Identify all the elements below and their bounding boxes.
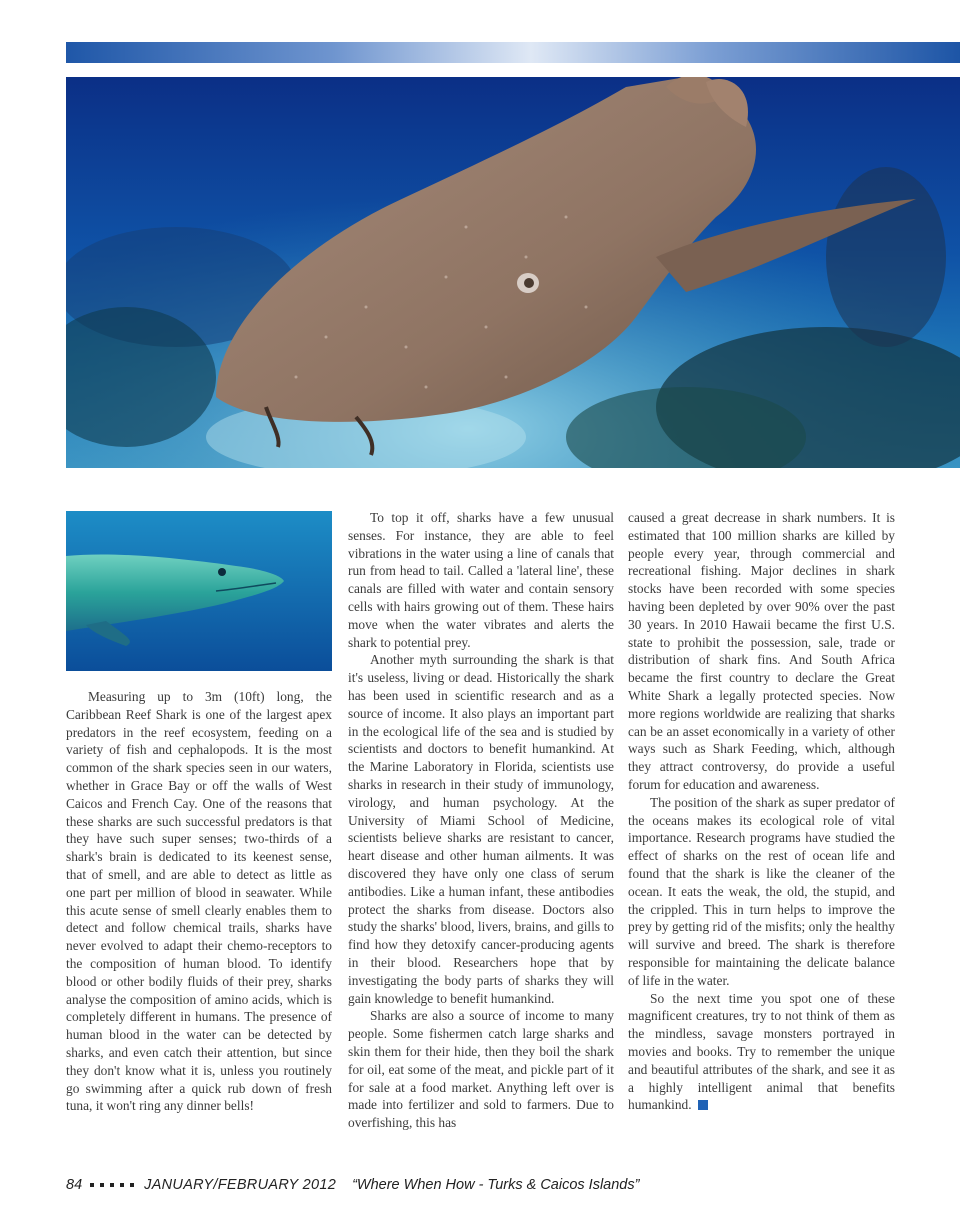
page-footer	[66, 1174, 639, 1196]
article-paragraph: Sharks are also a source of income to many people. Some fishermen catch large sharks and skin them for their hide, then they boil the shark for oil, eat some of the meat, and pickle part of it for sale at a food market. Anything left over is made into fertilizer and sold to farmers. Due to overfishing, this has	[348, 1008, 614, 1131]
caribbean-reef-shark-photo	[66, 511, 332, 671]
issue-date: JANUARY/FEBRUARY 2012	[144, 1177, 337, 1193]
article-column-2	[348, 509, 614, 1132]
separator-dot	[120, 1183, 124, 1187]
article-column-3	[628, 509, 895, 1114]
article-column-1	[66, 688, 332, 1115]
footer-separator-dots	[90, 1183, 134, 1187]
article-paragraph-continued: caused a great decrease in shark numbers. It is estimated that 100 million sharks are killed by people every year, through commercial and recreational fishing. Major declines in shark stocks have been recorded with some species having been depleted by over 90% over the past 30 years. In 2010 Hawaii became the first U.S. state to prohibit the possession, sale, trade or distribution of shark fins. And South Africa became the first country to declare the Great White Shark a legally protected species. Now more regions worldwide are realizing that sharks can be an asset economically in a variety of other ways such as Shark Feeding, which, although they attract controversy, do provide a useful forum for education and awareness.	[628, 510, 895, 792]
article-paragraph: Another myth surrounding the shark is that it's useless, living or dead. Historically the shark has been used in scientific research and as a source of income. It also plays an important part in the ecological life of the sea and is studied by scientists and doctors to benefit humankind. At the Marine Laboratory in Florida, scientists use sharks in research in their study of immunology, virology, and human psychology. At the University of Miami School of Medicine, scientists believe sharks are resistant to cancer, heart disease and other human ailments. It was discovered they have only one class of serum antibodies. Like a human infant, these antibodies protect the sharks from disease. Doctors also study the sharks' blood, livers, brains, and gills to find how they detoxify cancer-producing agents in their blood. Researchers hope that by investigating the body parts of sharks they will gain knowledge to benefit humankind.	[348, 652, 614, 1006]
separator-dot	[130, 1183, 134, 1187]
header-accent-bar	[66, 42, 960, 63]
separator-dot	[90, 1183, 94, 1187]
article-paragraph: Measuring up to 3m (10ft) long, the Caribbean Reef Shark is one of the largest apex predators in the reef ecosystem, feeding on a variety of fish and cephalopods. It is the most common of the shark species seen in our waters, whether in Grace Bay or off the walls of West Caicos and French Cay. One of the reasons that these sharks are such successful predators is that they have such super senses; two-thirds of a shark's brain is dedicated to its keenest sense, that of smell, and are able to detect as little as one part per million of blood in seawater. While this acute sense of smell clearly enables them to detect and follow chemical trails, sharks have never evolved to adapt their chemo-receptors to the composition of human blood. To identify blood or other bodily fluids of their prey, sharks analyse the composition of amino acids, which is completely different in humans. The presence of human blood in the water can be detected by sharks, and even catch their attention, but since they don't know what it is, unless you routinely go swimming after a quick rub down of fresh tuna, it won't ring any dinner bells!	[66, 689, 332, 1114]
article-paragraph: To top it off, sharks have a few unusual senses. For instance, they are able to feel vibrations in the water using a line of canals that run from head to tail. Called a 'lateral line', these canals are filled with water and contain sensory cells with hairs growing out of them. These hairs move when the water vibrates and alerts the shark to potential prey.	[348, 510, 614, 650]
end-of-article-icon	[698, 1100, 708, 1110]
nurse-shark-photo	[66, 77, 960, 468]
article-paragraph-final	[628, 990, 895, 1115]
separator-dot	[110, 1183, 114, 1187]
article-paragraph: The position of the shark as super predator of the oceans makes its ecological role of vital importance. Research programs have studied the effect of sharks on the rest of ocean life and found that the shark is like the cleaner of the ocean. It eats the weak, the old, the stupid, and the crippled. This in turn helps to improve the prey by getting rid of the misfits; only the healthy will survive and breed. The shark is therefore responsible for maintaining the delicate balance of life in the water.	[628, 794, 895, 988]
page-number: 84	[66, 1177, 83, 1193]
reef-shark-illustration	[66, 511, 332, 671]
nurse-shark-illustration	[66, 77, 960, 468]
article-paragraph-text: So the next time you spot one of these magnificent creatures, try to not think of them as the mindless, savage monsters portrayed in movies and books. Try to remember the unique and beautiful attributes of the shark, and see it as a highly intelligent animal that benefits humankind.	[628, 990, 895, 1113]
separator-dot	[100, 1183, 104, 1187]
magazine-title: “Where When How - Turks & Caicos Islands”	[352, 1177, 640, 1193]
